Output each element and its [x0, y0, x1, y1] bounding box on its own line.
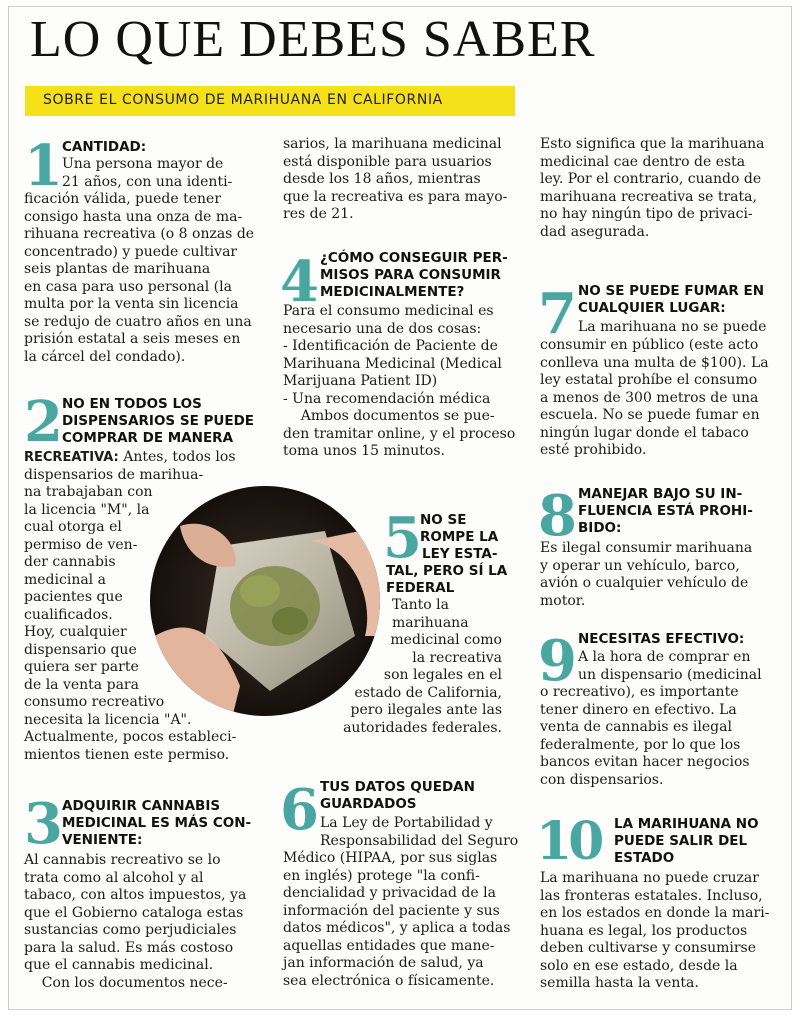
item-heading-7: NO SE PUEDE FUMAR EN CUALQUIER LUGAR: [578, 283, 765, 316]
item-number-10: 10 [536, 811, 601, 872]
item-body-4: Para el consumo medicinal es necesario una de dos cosas: - Identificación de Paciente de Marihuana Medicinal (Medical Marijuana Patient ID) - Una recomendación médica Ambos documentos se pue- den tramitar online, y el proceso toma unos 15 minutos. [283, 303, 516, 459]
item-body-5: Tanto la marihuana medicinal como la recreativa son legales en el estado de California, pero ilegales ante las autoridades federales. [343, 597, 502, 736]
item-number-1: 1 [24, 133, 63, 199]
item-number-4: 4 [280, 249, 319, 315]
item-number-2: 2 [24, 389, 63, 455]
item-number-6: 6 [280, 777, 319, 843]
item-body-9: A la hora de comprar en un dispensario (medicinal [578, 649, 762, 683]
item-heading-2: NO EN TODOS LOS DISPENSARIOS SE PUEDE COMPRAR DE MANERA [62, 396, 255, 446]
item-body-3-cont: sarios, la marihuana medicinal está disponible para usuarios desde los 18 años, mientras que la recreativa es para mayo- res de 21. [283, 136, 508, 222]
item-body-3: Al cannabis recreativo se lo trata como al alcohol y al tabaco, con altos impuestos, ya que el Gobierno cataloga estas sustancias como perjudiciales para la salud. Es más costoso que el cannabis medicinal. Con los documentos nece- [24, 852, 247, 991]
item-number-3: 3 [24, 791, 63, 857]
item-body-10: La marihuana no puede cruzar las fronteras estatales. Incluso, en los estados en donde la mari- huana es legal, los productos deben cultivarse y consumirse solo en ese estado, desde la semilla hasta la venta. [540, 870, 770, 991]
item-heading-10: LA MARIHUANA NO PUEDE SALIR DEL ESTADO [614, 816, 759, 866]
item-body-7: La marihuana no se puede [578, 319, 767, 335]
item-body-7-cont: consumir en público (este acto conlleva una multa de $100). La ley estatal prohíbe el consumo a menos de 300 metros de una escuela. No se puede fumar en ningún lugar donde el tabaco esté prohibido. [540, 337, 769, 458]
item-heading-5-cont: LEY ESTA- TAL, PERO SÍ LA FEDERAL [386, 546, 508, 596]
item-body-9-cont: o recreativo), es importante tener dinero en efectivo. La venta de cannabis es ilegal federalmente, por lo que los bancos evitan hacer negocios con dispensarios. [540, 684, 750, 788]
item-number-5: 5 [383, 505, 422, 571]
item-body-1-cont: ficación válida, puede tener consigo hasta una onza de ma- rihuana recreativa (o 8 onzas de concentrado) y puede cultivar seis plantas de marihuana en casa para uso personal (la multa por la venta sin licencia se redujo de cuatro años en una prisión estatal a seis meses en la cárcel del condado). [24, 191, 255, 365]
item-heading-3: ADQUIRIR CANNABIS MEDICINAL ES MÁS CON- VENIENTE: [62, 798, 252, 848]
item-heading-8: MANEJAR BAJO SU IN- FLUENCIA ESTÁ PROHI- BIDO: [578, 486, 753, 536]
item-body-2: RECREATIVA: Antes, todos los dispensarios de marihua- na trabajaban con la licencia "M", la cual otorga el permiso de ven- der cannabis medicinal a pacientes que cualificados. Hoy, cualquier dispensario que quiera ser parte de la venta para consumo recreativo necesita la licencia "A". Actualmente, pocos estableci- mientos tienen este permiso. [24, 449, 237, 763]
item-heading-1: CANTIDAD: [62, 139, 147, 155]
item-body-6: La Ley de Portabilidad y Responsabilidad del Seguro [320, 815, 519, 849]
item-body-8: Es ilegal consumir marihuana y operar un vehículo, barco, avión o cualquier vehículo de motor. [540, 540, 753, 609]
item-heading-6: TUS DATOS QUEDAN GUARDADOS [320, 779, 475, 812]
item-number-8: 8 [538, 483, 577, 549]
item-body-1: Una persona mayor de 21 años, con una identi- [62, 156, 233, 190]
item-heading-5: NO SE ROMPE LA [420, 512, 499, 545]
item-body-6-cont: Esto significa que la marihuana medicinal cae dentro de esta ley. Por el contrario, cuando de marihuana recreativa se trata, no hay ningún tipo de privaci- dad asegurada. [540, 136, 765, 240]
item-number-7: 7 [538, 281, 577, 347]
item-heading-9: NECESITAS EFECTIVO: [578, 631, 745, 647]
item-number-9: 9 [538, 628, 577, 694]
item-heading-4: ¿CÓMO CONSEGUIR PER- MISOS PARA CONSUMIR MEDICINALMENTE? [320, 250, 508, 300]
page-title: LO QUE DEBES SABER [30, 11, 596, 68]
page-subtitle: SOBRE EL CONSUMO DE MARIHUANA EN CALIFORNIA [43, 92, 443, 108]
item-body-6-mid: Médico (HIPAA, por sus siglas en inglés) protege "la confi- dencialidad y privacidad de la información del paciente y sus datos médicos", y aplica a todas aquellas entidades que mane- jan información de salud, ya sea electrónica o físicamente. [283, 850, 511, 989]
